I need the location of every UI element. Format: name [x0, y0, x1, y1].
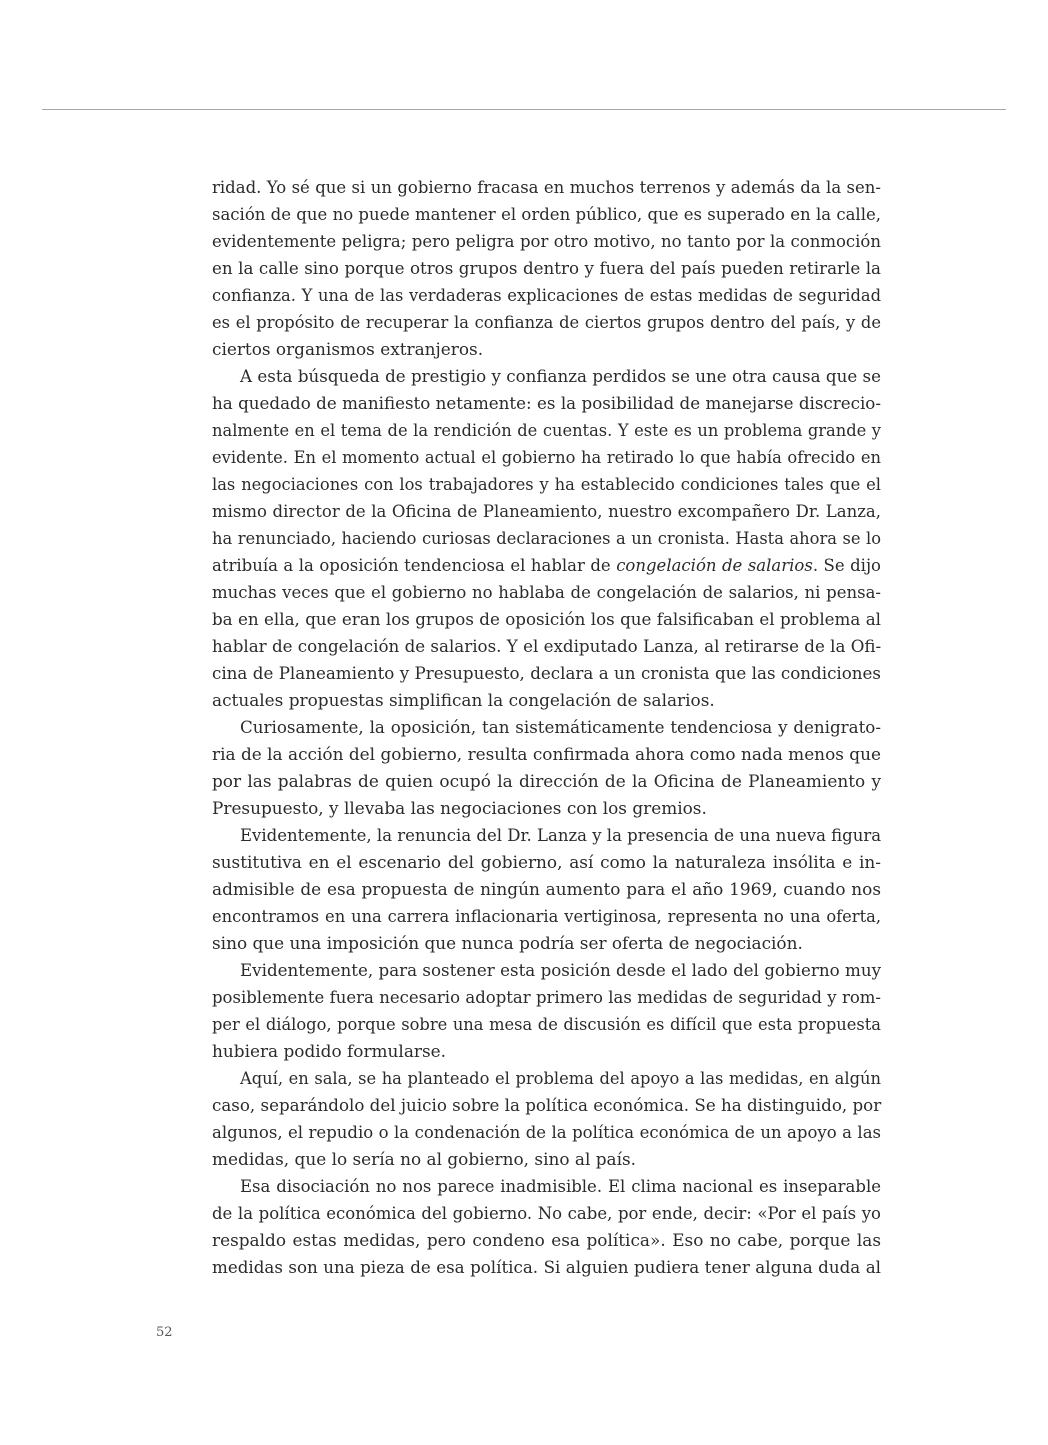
- emphasis-text: congelación de salarios: [616, 556, 813, 575]
- text-line: sación de que no puede mantener el orden público, que es superado en la calle,: [212, 205, 881, 224]
- text-line: per el diálogo, porque sobre una mesa de discusión es difícil que esta propuesta: [212, 1015, 881, 1034]
- body-text: [212, 174, 881, 1281]
- text-line: de la política económica del gobierno. No cabe, por ende, decir: «Por el país yo: [212, 1204, 881, 1223]
- text-line: ciertos organismos extranjeros.: [212, 339, 484, 359]
- text-line: algunos, el repudio o la condenación de la política económica de un apoyo a las: [212, 1123, 881, 1142]
- text-run: atribuía a la oposición tendenciosa el hablar de: [212, 556, 617, 575]
- text-line: encontramos en una carrera inflacionaria vertiginosa, representa no una oferta,: [212, 907, 881, 926]
- text-line: sustitutiva en el escenario del gobierno, así como la naturaleza insólita e in-: [212, 852, 881, 872]
- text-line-with-emphasis: [212, 552, 881, 579]
- text-line: ha renunciado, haciendo curiosas declaraciones a un cronista. Hasta ahora se lo: [212, 529, 881, 548]
- paragraph-first-line: A esta búsqueda de prestigio y confianza perdidos se une otra causa que se: [240, 366, 881, 386]
- text-line: mismo director de la Oficina de Planeamiento, nuestro excompañero Dr. Lanza,: [212, 502, 881, 521]
- text-line: medidas son una pieza de esa política. Si alguien pudiera tener alguna duda al: [212, 1257, 881, 1277]
- text-line: caso, separándolo del juicio sobre la política económica. Se ha distinguido, por: [212, 1095, 882, 1115]
- text-line: respaldo estas medidas, pero condeno esa política». Eso no cabe, porque las: [212, 1230, 881, 1250]
- text-run: . Se dijo: [812, 556, 881, 575]
- text-line: ba en ella, que eran los grupos de oposición los que falsificaban el problema al: [212, 609, 881, 629]
- paragraph-first-line: Esa disociación no nos parece inadmisible. El clima nacional es inseparable: [240, 1177, 881, 1196]
- paragraph-first-line: Evidentemente, la renuncia del Dr. Lanza y la presencia de una nueva figura: [240, 826, 882, 845]
- text-line: las negociaciones con los trabajadores y ha establecido condiciones tales que el: [212, 475, 881, 494]
- text-line: posiblemente fuera necesario adoptar primero las medidas de seguridad y rom-: [212, 988, 881, 1007]
- text-line: hablar de congelación de salarios. Y el exdiputado Lanza, al retirarse de la Ofi-: [212, 636, 882, 656]
- text-line: ha quedado de manifiesto netamente: es la posibilidad de manejarse discrecio-: [212, 393, 881, 413]
- text-line: hubiera podido formularse.: [212, 1041, 446, 1061]
- text-line: ridad. Yo sé que si un gobierno fracasa en muchos terrenos y además da la sen-: [212, 178, 881, 197]
- text-line: cina de Planeamiento y Presupuesto, declara a un cronista que las condiciones: [212, 663, 881, 683]
- text-line: por las palabras de quien ocupó la dirección de la Oficina de Planeamiento y: [212, 771, 881, 791]
- text-line: es el propósito de recuperar la confianza de ciertos grupos dentro del país, y de: [212, 313, 881, 332]
- paragraph-first-line: Aquí, en sala, se ha planteado el problema del apoyo a las medidas, en algún: [240, 1069, 881, 1088]
- text-line: muchas veces que el gobierno no hablaba de congelación de salarios, ni pensa-: [212, 583, 881, 602]
- page-number: 52: [156, 1325, 173, 1340]
- text-line: sino que una imposición que nunca podría ser oferta de negociación.: [212, 933, 803, 953]
- text-line: en la calle sino porque otros grupos dentro y fuera del país pueden retirarle la: [212, 258, 881, 278]
- text-line: nalmente en el tema de la rendición de cuentas. Y este es un problema grande y: [212, 421, 881, 440]
- text-line: actuales propuestas simplifican la congelación de salarios.: [212, 690, 715, 710]
- text-line: evidente. En el momento actual el gobierno ha retirado lo que había ofrecido en: [212, 448, 881, 467]
- text-line: admisible de esa propuesta de ningún aumento para el año 1969, cuando nos: [212, 879, 881, 899]
- text-line: evidentemente peligra; pero peligra por otro motivo, no tanto por la conmoción: [212, 232, 881, 251]
- header-rule: [42, 109, 1006, 110]
- paragraph-first-line: Evidentemente, para sostener esta posición desde el lado del gobierno muy: [240, 960, 881, 980]
- text-line: ria de la acción del gobierno, resulta confirmada ahora como nada menos que: [212, 744, 881, 764]
- text-line: Presupuesto, y llevaba las negociaciones con los gremios.: [212, 798, 707, 818]
- text-line: confianza. Y una de las verdaderas explicaciones de estas medidas de seguridad: [212, 286, 881, 305]
- paragraph-first-line: Curiosamente, la oposición, tan sistemáticamente tendenciosa y denigrato-: [240, 717, 881, 737]
- text-line: medidas, que lo sería no al gobierno, sino al país.: [212, 1149, 637, 1169]
